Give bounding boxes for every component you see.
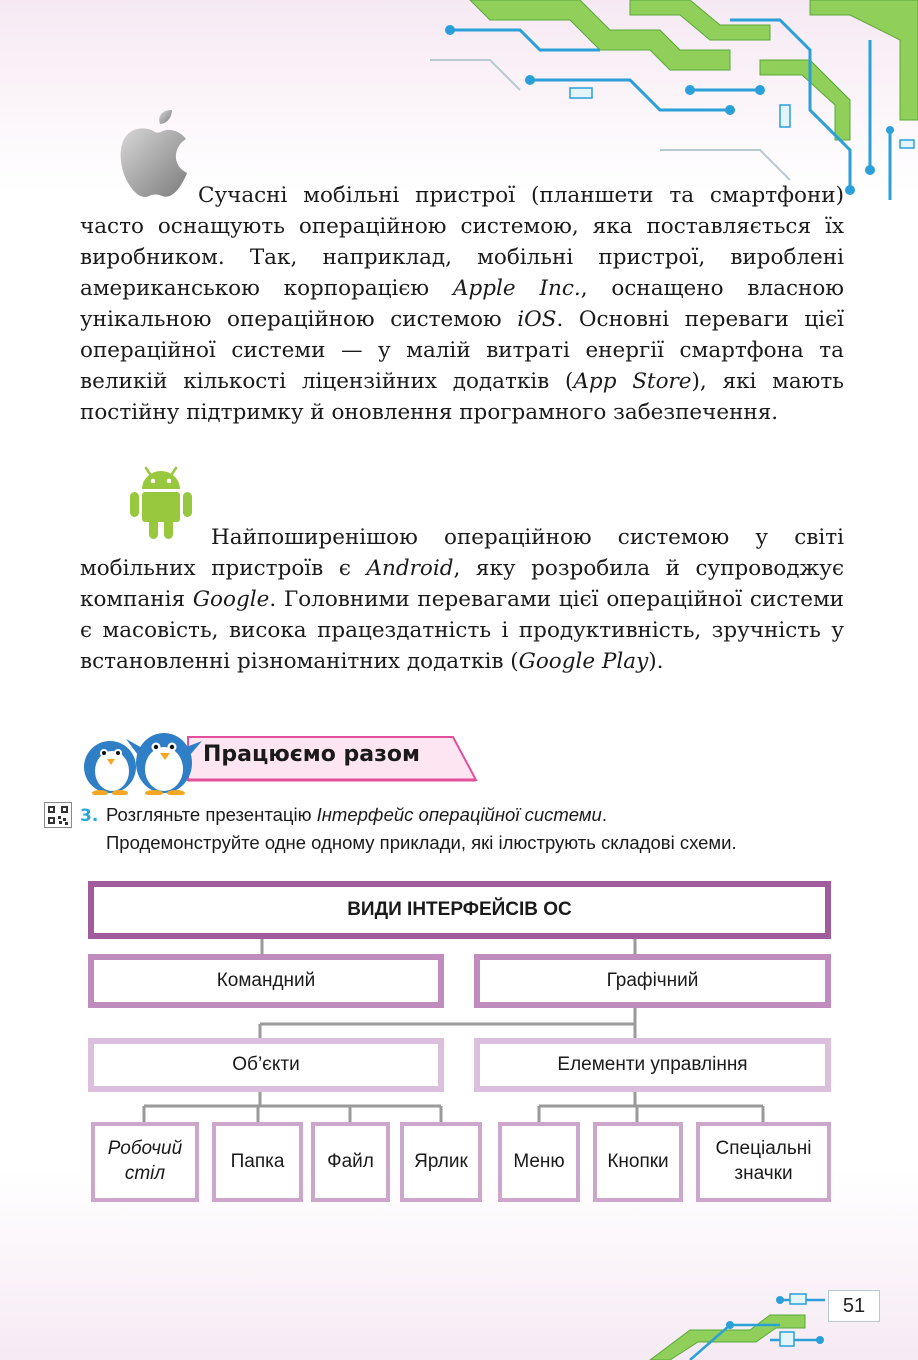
task-line-1 — [106, 804, 607, 826]
google-term: Google — [192, 587, 270, 612]
paragraph-android-text: Найпоширенішою операційною системою у світі мобільних пристроїв є — [80, 525, 844, 581]
diagram-folder-box: Папка — [212, 1122, 303, 1202]
diagram-objects-box: Об’єкти — [88, 1038, 444, 1092]
paragraph-ios-text: Сучасні мобільні пристрої (планшети та смартфони) часто оснащують операційною системою, яка поставляється їх виробником. Так, наприклад, мобільні пристрої, вироблені американською корпорацією — [80, 183, 844, 301]
task-line-1-text: Розгляньте презентацію — [106, 804, 317, 825]
special-icons-line-2: значки — [734, 1163, 793, 1184]
paragraph-android-text-4: ). — [648, 649, 664, 674]
ios-term: iOS — [517, 307, 557, 332]
diagram-special-icons-box — [696, 1122, 831, 1202]
section-banner-label: Працюємо разом — [203, 742, 420, 767]
page-number: 51 — [828, 1290, 880, 1322]
diagram-file-box: Файл — [311, 1122, 390, 1202]
qr-code-icon[interactable] — [44, 802, 72, 828]
diagram-command-box: Командний — [88, 954, 444, 1008]
diagram-root-box: ВИДИ ІНТЕРФЕЙСІВ ОС — [88, 881, 831, 939]
paragraph-android-text-2: , яку розробила й супроводжує компанія — [80, 556, 845, 612]
android-term: Android — [366, 556, 454, 581]
presentation-title: Інтерфейс операційної системи — [316, 804, 602, 825]
diagram-shortcut-box: Ярлик — [400, 1122, 482, 1202]
app-store-term: App Store — [573, 369, 692, 394]
paragraph-ios-text-4: ), які мають постійну підтримку й оновлення програмного забезпечення. — [80, 369, 844, 425]
task-number: 3. — [80, 806, 99, 826]
paragraph-ios-text-3: . Основні переваги цієї операційної системи — у малій витраті енергії смартфона та великій кількості ліцензійних додатків ( — [80, 307, 844, 394]
paragraph-ios — [80, 180, 844, 428]
diagram-graphic-box: Графічний — [474, 954, 831, 1008]
diagram-desktop-box — [91, 1122, 199, 1202]
diagram-buttons-box: Кнопки — [593, 1122, 683, 1202]
special-icons-line-1: Спеціальні — [715, 1138, 812, 1160]
google-play-term: Google Play — [518, 649, 649, 674]
diagram-controls-box: Елементи управління — [474, 1038, 831, 1092]
apple-inc-term: Apple Inc. — [452, 276, 581, 301]
paragraph-android-text-3: . Головними перевагами цієї операційної системи є масовість, висока працездатність і продуктивність, зручність у встановленні різноманітних додатків ( — [80, 587, 845, 674]
paragraph-ios-text-2: , оснащено власною унікальною операційною системою — [80, 276, 845, 332]
circuit-decoration-top — [430, 0, 918, 200]
desktop-line-1: Робочий — [107, 1138, 183, 1160]
task-line-2: Продемонструйте одне одному приклади, які ілюструють складові схеми. — [106, 832, 737, 853]
desktop-line-2: стіл — [124, 1163, 166, 1184]
diagram-menu-box: Меню — [498, 1122, 580, 1202]
paragraph-android — [80, 522, 844, 677]
penguin-icon — [84, 741, 136, 795]
task-line-1-tail: . — [601, 804, 607, 825]
